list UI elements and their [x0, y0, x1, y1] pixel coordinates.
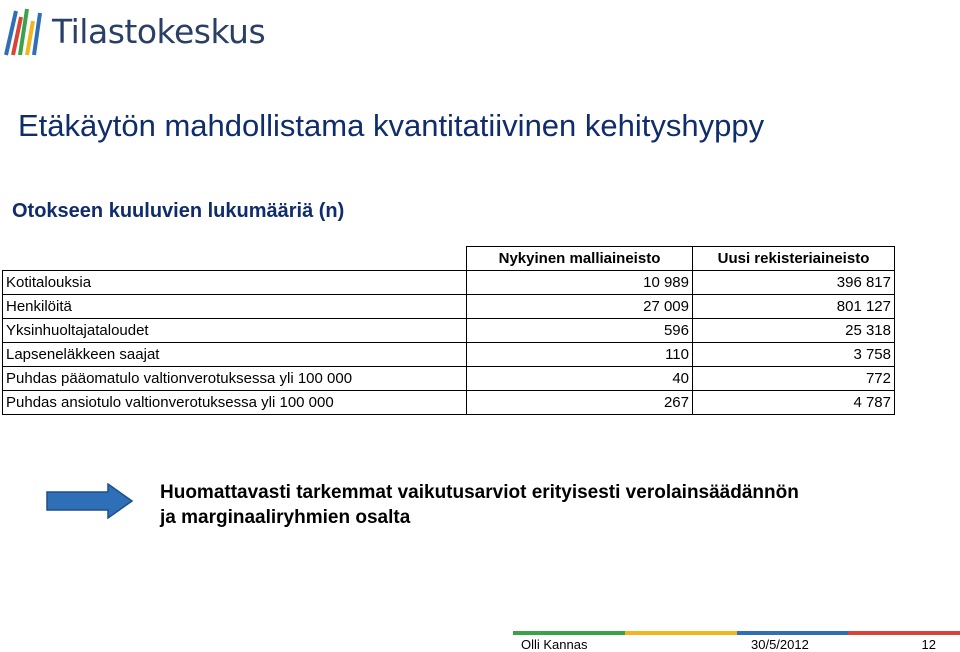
- value-current: 110: [467, 343, 693, 367]
- table-row: [3, 319, 895, 343]
- tilastokeskus-logo: [2, 2, 265, 60]
- row-label: Puhdas ansiotulo valtionverotuksessa yli 100 000: [3, 391, 467, 415]
- footer-page-number: 12: [921, 637, 936, 652]
- row-label: Yksinhuoltajataloudet: [3, 319, 467, 343]
- value-current: 40: [467, 367, 693, 391]
- value-new: 25 318: [693, 319, 895, 343]
- header-cell: Uusi rekisteriaineisto: [693, 247, 895, 271]
- table-header-row: [3, 247, 895, 271]
- value-current: 596: [467, 319, 693, 343]
- table-row: [3, 391, 895, 415]
- table-row: [3, 295, 895, 319]
- row-label: Lapseneläkkeen saajat: [3, 343, 467, 367]
- note-line: Huomattavasti tarkemmat vaikutusarviot erityisesti verolainsäädännön: [160, 482, 799, 503]
- header-cell: Nykyinen malliaineisto: [467, 247, 693, 271]
- logo-icon: [2, 3, 46, 59]
- row-label: Puhdas pääomatulo valtionverotuksessa yli 100 000: [3, 367, 467, 391]
- table-row: [3, 271, 895, 295]
- value-current: 10 989: [467, 271, 693, 295]
- row-label: Kotitalouksia: [3, 271, 467, 295]
- value-new: 4 787: [693, 391, 895, 415]
- table-row: [3, 343, 895, 367]
- footer-date: 30/5/2012: [751, 637, 809, 652]
- value-new: 801 127: [693, 295, 895, 319]
- value-current: 267: [467, 391, 693, 415]
- sample-size-table: [2, 246, 895, 415]
- row-label: Henkilöitä: [3, 295, 467, 319]
- note-text: [160, 480, 950, 530]
- value-current: 27 009: [467, 295, 693, 319]
- value-new: 396 817: [693, 271, 895, 295]
- value-new: 772: [693, 367, 895, 391]
- section-subtitle: Otokseen kuuluvien lukumääriä (n): [12, 200, 345, 222]
- slide-footer: [513, 631, 960, 651]
- footer-author: Olli Kannas: [521, 637, 588, 652]
- table-row: [3, 367, 895, 391]
- header-cell: [3, 247, 467, 271]
- logo-wordmark: Tilastokeskus: [52, 11, 266, 51]
- note-line: ja marginaaliryhmien osalta: [160, 507, 411, 528]
- page-title: Etäkäytön mahdollistama kvantitatiivinen kehityshyppy: [18, 108, 765, 143]
- value-new: 3 758: [693, 343, 895, 367]
- right-arrow-icon: [46, 483, 134, 519]
